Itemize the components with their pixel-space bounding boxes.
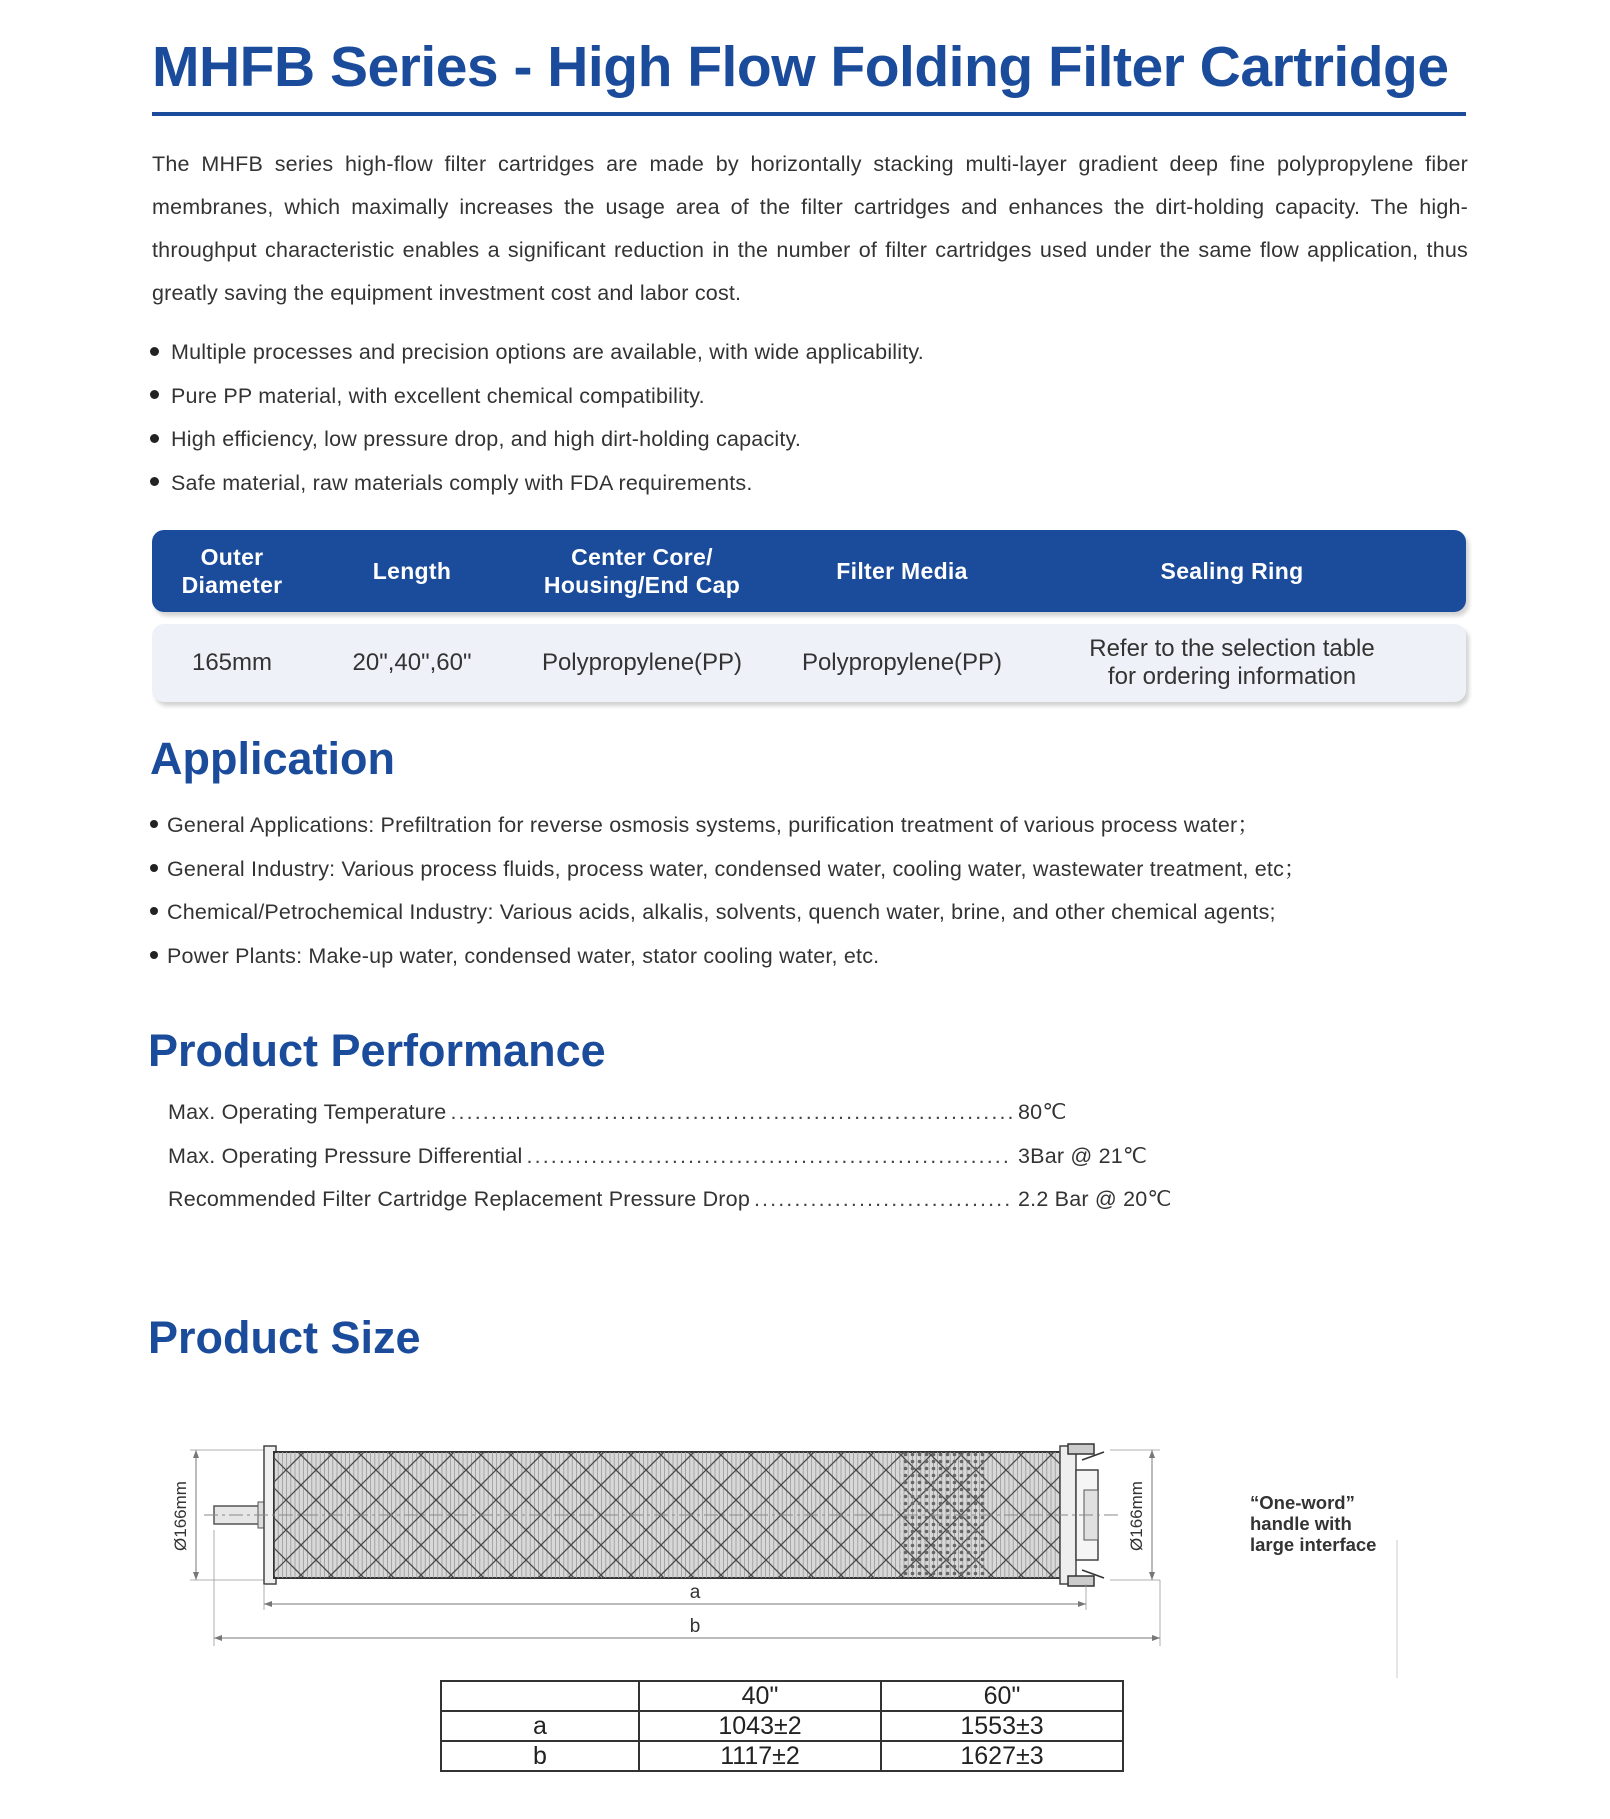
page-title: MHFB Series - High Flow Folding Filter Cartridge [152, 35, 1449, 99]
table-cell: a [441, 1711, 639, 1741]
spec-table-header [152, 530, 1466, 612]
bullet-icon [150, 864, 158, 872]
header-outer-diameter: Outer Diameter [181, 544, 283, 598]
list-item: Pure PP material, with excellent chemical compatibility. [150, 375, 1450, 419]
performance-label: Recommended Filter Cartridge Replacement Pressure Drop [168, 1187, 750, 1211]
table-row [441, 1741, 1123, 1771]
dim-right-label: Ø166mm [1127, 1481, 1146, 1551]
table-cell: 1553±3 [881, 1711, 1123, 1741]
bullet-icon [150, 347, 159, 356]
list-item: Power Plants: Make-up water, condensed water, stator cooling water, etc. [150, 935, 1470, 979]
performance-value: 3Bar @ 21℃ [1018, 1143, 1148, 1168]
cell-length: 20",40",60" [352, 649, 472, 676]
dim-b-label: b [689, 1616, 701, 1637]
title-underline [152, 112, 1466, 116]
spec-table-row [152, 624, 1466, 702]
performance-row [168, 1178, 1172, 1222]
header-filter-media: Filter Media [836, 558, 968, 584]
dim-left-label: Ø166mm [171, 1481, 190, 1551]
performance-value: 80℃ [1018, 1100, 1067, 1124]
cell-outer-diameter: 165mm [191, 649, 273, 676]
cell-filter-media: Polypropylene(PP) [801, 649, 1003, 676]
application-list [150, 804, 1470, 978]
dim-a-label: a [689, 1582, 701, 1603]
table-header-cell: 40" [639, 1681, 881, 1711]
dot-leader: ............................................................ [526, 1143, 1011, 1168]
bullet-icon [150, 951, 158, 959]
mesh-line [1138, 1452, 1264, 1578]
application-heading: Application [150, 733, 395, 784]
feature-list [150, 331, 1450, 505]
intro-paragraph: The MHFB series high-flow filter cartridges are made by horizontally stacking multi-layer gradient deep fine polypropylene fiber membranes, which maximally increases the usage area of the filter cartridges and enhances the dirt-holding capacity. The high-throughput characteristic enables a significant reduction in the number of filter cartridges used under the same flow application, thus greatly saving the equipment investment cost and labor cost. [152, 152, 1468, 305]
table-cell: 1627±3 [881, 1741, 1123, 1771]
table-row [441, 1711, 1123, 1741]
list-item: High efficiency, low pressure drop, and high dirt-holding capacity. [150, 418, 1450, 462]
list-item: Chemical/Petrochemical Industry: Various acids, alkalis, solvents, quench water, brine, and other chemical agents; [150, 891, 1470, 935]
cartridge-drawing [160, 1430, 1420, 1680]
table-cell [441, 1681, 639, 1711]
performance-row [168, 1091, 1168, 1135]
table-cell: b [441, 1741, 639, 1771]
bullet-icon [150, 390, 159, 399]
list-item: General Industry: Various process fluids, process water, condensed water, cooling water, wastewater treatment, etc； [150, 848, 1470, 892]
header-length: Length [372, 558, 452, 584]
performance-label: Max. Operating Pressure Differential [168, 1143, 523, 1168]
list-item: General Applications: Prefiltration for reverse osmosis systems, purification treatment of various process water； [150, 804, 1470, 848]
performance-row [168, 1135, 1168, 1179]
bullet-icon [150, 907, 158, 915]
dimension-a [264, 1584, 1086, 1610]
performance-heading: Product Performance [148, 1025, 606, 1076]
bullet-icon [150, 820, 158, 828]
table-cell: 1043±2 [639, 1711, 881, 1741]
bullet-icon [150, 434, 159, 443]
size-heading: Product Size [148, 1312, 421, 1363]
handle-caption: “One-word” handle with large interface [1250, 1492, 1377, 1555]
cell-center-core: Polypropylene(PP) [541, 649, 743, 676]
size-table [440, 1680, 1124, 1772]
header-sealing-ring: Sealing Ring [1160, 558, 1304, 584]
cell-sealing-ring: Refer to the selection table for ordering information [1089, 635, 1375, 690]
table-header-cell: 60" [881, 1681, 1123, 1711]
table-row [441, 1681, 1123, 1711]
performance-value: 2.2 Bar @ 20℃ [1018, 1187, 1172, 1211]
performance-label: Max. Operating Temperature [168, 1100, 447, 1124]
table-cell: 1117±2 [639, 1741, 881, 1771]
performance-list [168, 1091, 1172, 1222]
header-center-core: Center Core/ Housing/End Cap [543, 544, 741, 598]
dot-leader: ................................ [753, 1187, 1013, 1211]
bullet-icon [150, 477, 159, 486]
mesh-line [1138, 1452, 1264, 1578]
dot-leader: ...................................................................... [450, 1100, 1016, 1124]
list-item: Safe material, raw materials comply with FDA requirements. [150, 462, 1450, 506]
list-item: Multiple processes and precision options are available, with wide applicability. [150, 331, 1450, 375]
